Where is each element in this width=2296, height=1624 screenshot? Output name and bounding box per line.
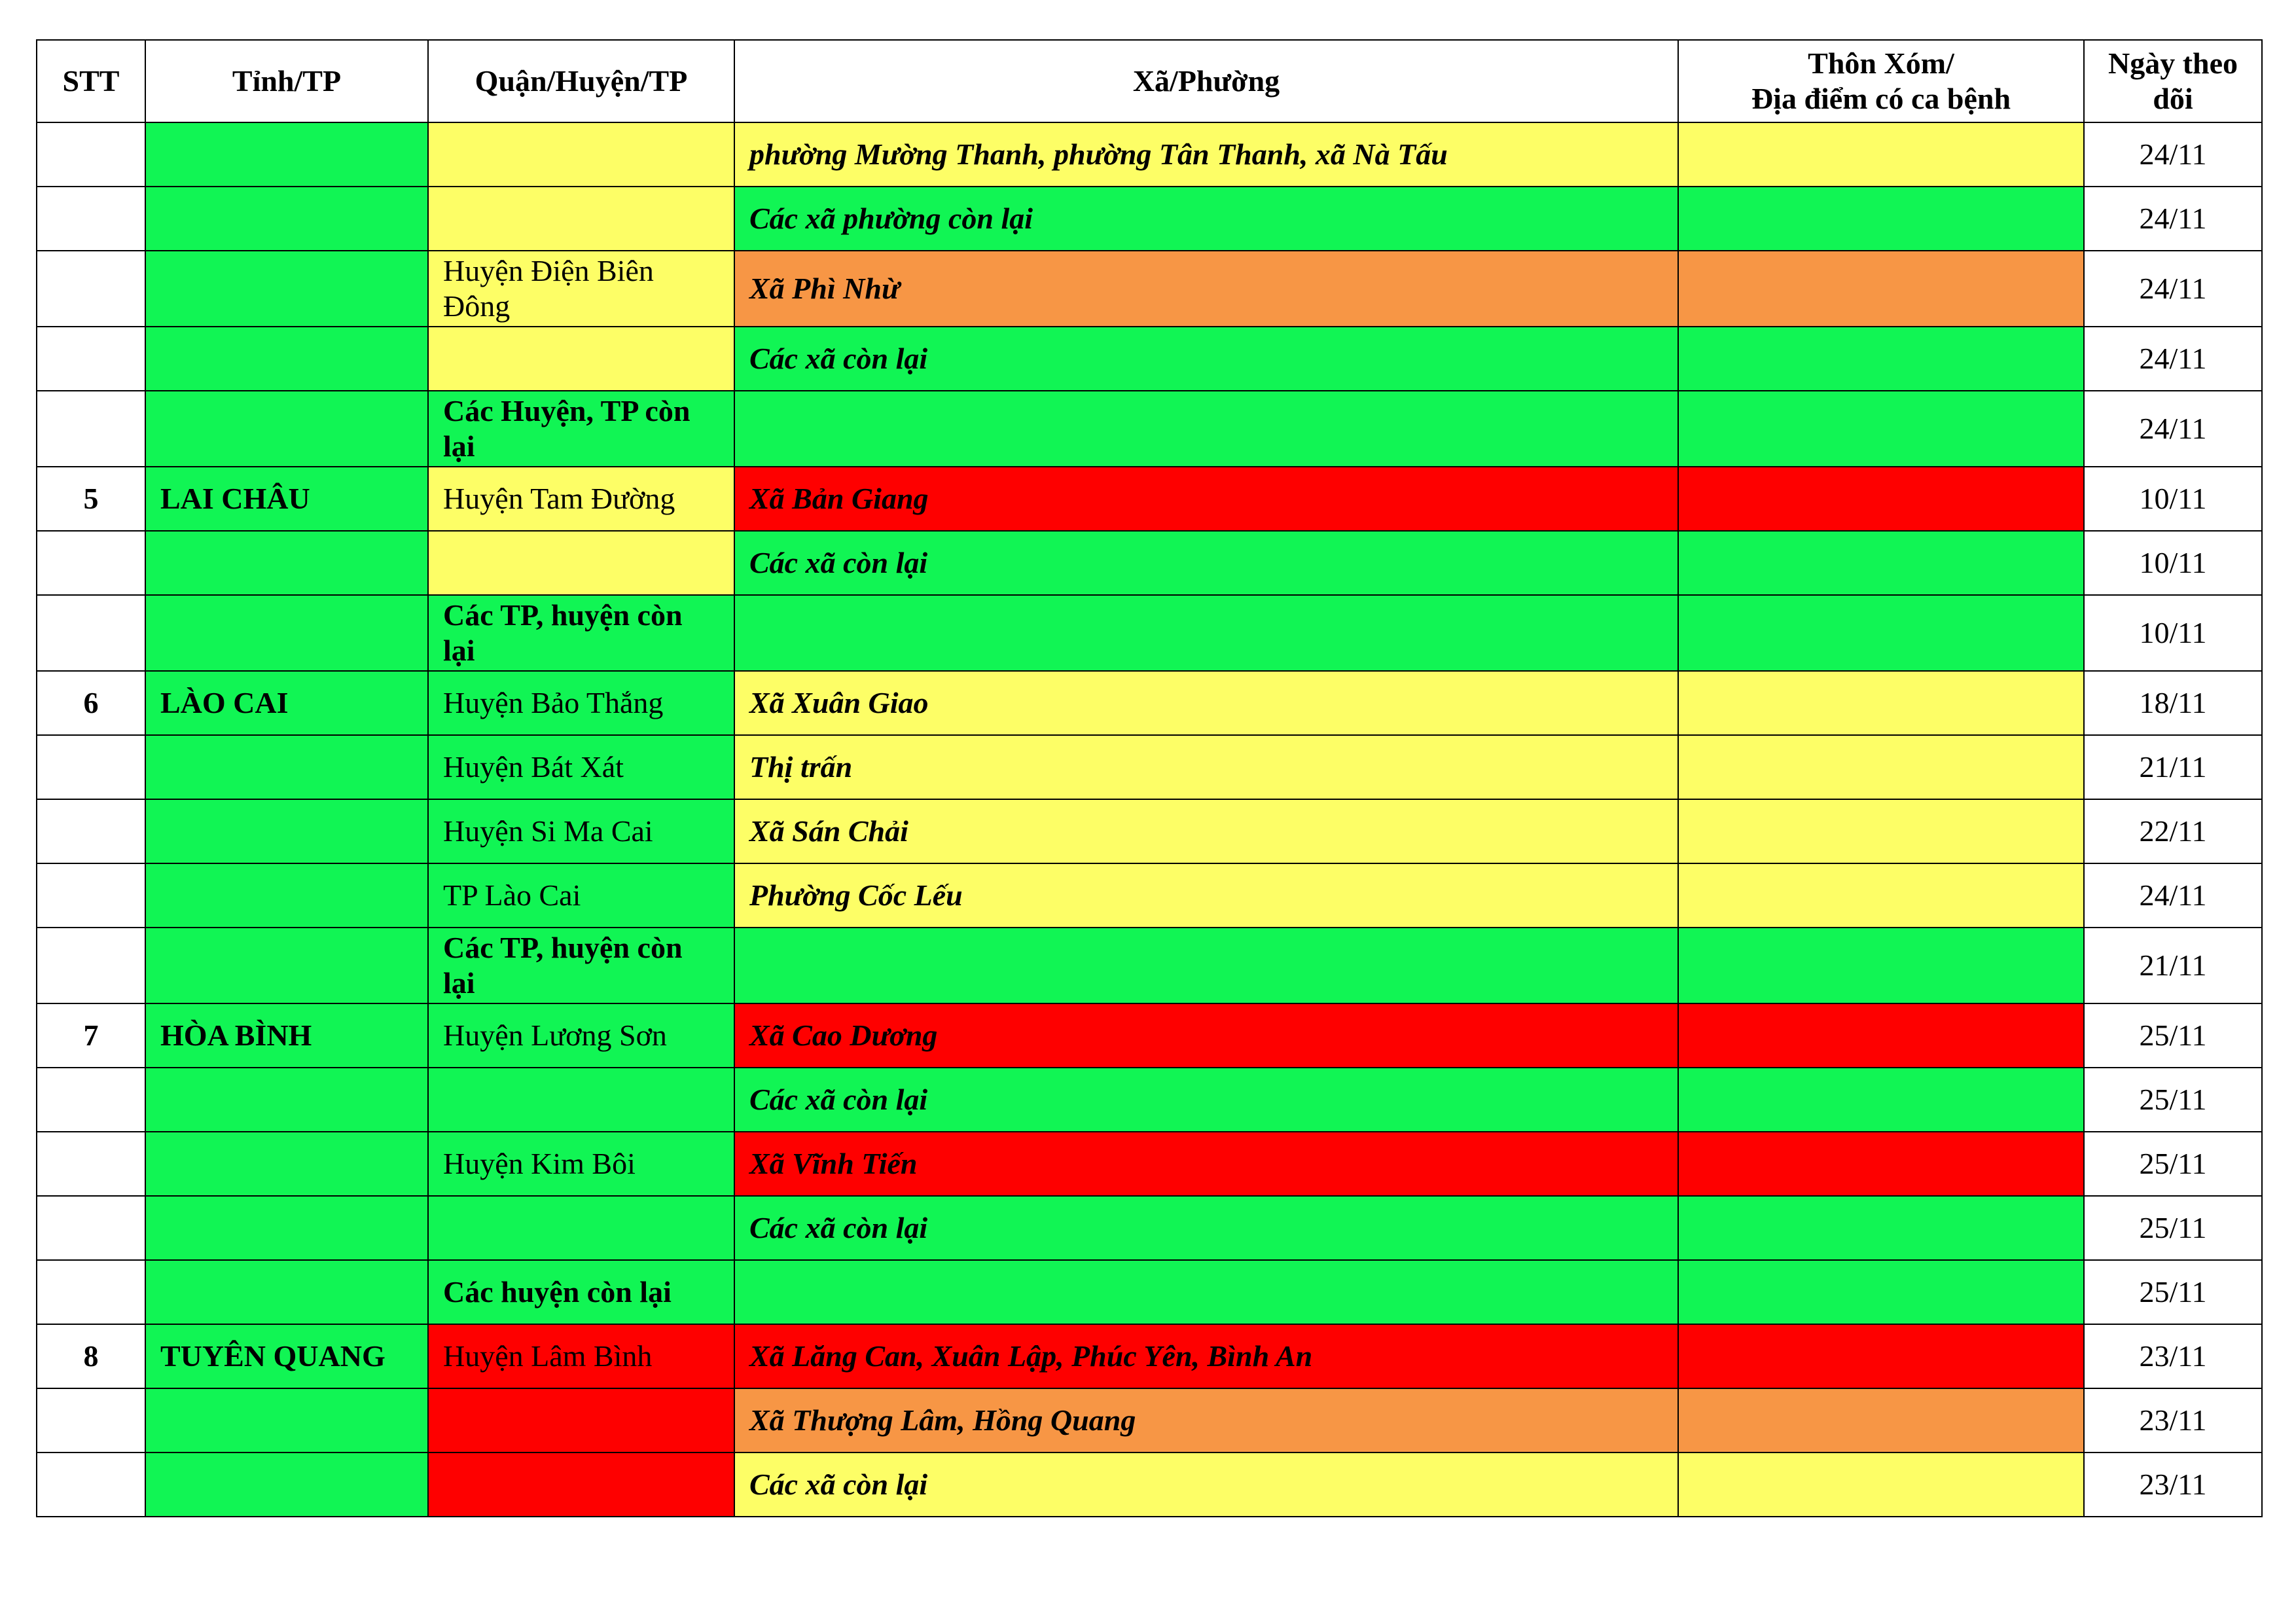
risk-level-table-page: [36, 39, 2261, 1517]
cell-ward: Xã Bản Giang: [734, 467, 1678, 531]
table-row: [37, 735, 2262, 799]
cell-province: [145, 391, 428, 467]
cell-district: [428, 1388, 734, 1453]
cell-province: [145, 928, 428, 1003]
cell-ward: Xã Vĩnh Tiến: [734, 1132, 1678, 1196]
cell-province: [145, 251, 428, 327]
cell-ward: Các xã còn lại: [734, 531, 1678, 595]
cell-stt: [37, 595, 145, 671]
cell-date: 24/11: [2084, 187, 2262, 251]
cell-district: Huyện Điện Biên Đông: [428, 251, 734, 327]
table-row: [37, 327, 2262, 391]
cell-district: [428, 187, 734, 251]
cell-district: Huyện Tam Đường: [428, 467, 734, 531]
cell-ward: phường Mường Thanh, phường Tân Thanh, xã Nà Tấu: [734, 122, 1678, 187]
cell-ward: Xã Phì Nhừ: [734, 251, 1678, 327]
cell-stt: [37, 391, 145, 467]
cell-stt: [37, 735, 145, 799]
cell-district: [428, 327, 734, 391]
cell-district: [428, 122, 734, 187]
table-row: [37, 531, 2262, 595]
cell-date: 21/11: [2084, 735, 2262, 799]
cell-date: 18/11: [2084, 671, 2262, 735]
cell-date: 22/11: [2084, 799, 2262, 863]
cell-district: Huyện Kim Bôi: [428, 1132, 734, 1196]
cell-district: Các TP, huyện còn lại: [428, 595, 734, 671]
table-row: [37, 799, 2262, 863]
header-ward: Xã/Phường: [734, 40, 1678, 122]
table-row: [37, 1132, 2262, 1196]
cell-province: [145, 1260, 428, 1324]
table-header-row: [37, 40, 2262, 122]
cell-ward: Xã Sán Chải: [734, 799, 1678, 863]
cell-ward: Xã Cao Dương: [734, 1003, 1678, 1068]
header-village-line2: Địa điểm có ca bệnh: [1751, 82, 2011, 115]
cell-stt: [37, 531, 145, 595]
header-date-line2: dõi: [2153, 82, 2193, 115]
table-row: [37, 122, 2262, 187]
cell-village: [1678, 122, 2084, 187]
cell-province: [145, 1132, 428, 1196]
cell-village: [1678, 928, 2084, 1003]
table-row: [37, 671, 2262, 735]
table-row: [37, 251, 2262, 327]
table-row: [37, 1196, 2262, 1260]
table-row: [37, 467, 2262, 531]
cell-date: 23/11: [2084, 1453, 2262, 1517]
cell-date: 24/11: [2084, 327, 2262, 391]
cell-village: [1678, 1196, 2084, 1260]
cell-stt: [37, 187, 145, 251]
cell-district: [428, 1068, 734, 1132]
cell-ward: [734, 928, 1678, 1003]
cell-date: 24/11: [2084, 391, 2262, 467]
cell-date: 25/11: [2084, 1003, 2262, 1068]
cell-stt: [37, 1388, 145, 1453]
cell-date: 24/11: [2084, 863, 2262, 928]
cell-stt: 6: [37, 671, 145, 735]
cell-village: [1678, 251, 2084, 327]
cell-date: 10/11: [2084, 531, 2262, 595]
cell-village: [1678, 735, 2084, 799]
cell-ward: [734, 391, 1678, 467]
cell-province: HÒA BÌNH: [145, 1003, 428, 1068]
table-row: [37, 391, 2262, 467]
cell-stt: [37, 799, 145, 863]
cell-district: [428, 531, 734, 595]
cell-village: [1678, 863, 2084, 928]
cell-date: 10/11: [2084, 595, 2262, 671]
table-row: [37, 1260, 2262, 1324]
cell-province: [145, 187, 428, 251]
cell-province: LAI CHÂU: [145, 467, 428, 531]
cell-date: 23/11: [2084, 1388, 2262, 1453]
table-body: [37, 122, 2262, 1517]
cell-province: [145, 1196, 428, 1260]
cell-ward: Các xã còn lại: [734, 327, 1678, 391]
cell-district: Huyện Lâm Bình: [428, 1324, 734, 1388]
cell-stt: [37, 928, 145, 1003]
cell-ward: Các xã phường còn lại: [734, 187, 1678, 251]
cell-ward: Xã Lăng Can, Xuân Lập, Phúc Yên, Bình An: [734, 1324, 1678, 1388]
cell-district: TP Lào Cai: [428, 863, 734, 928]
cell-province: [145, 531, 428, 595]
cell-date: 23/11: [2084, 1324, 2262, 1388]
cell-village: [1678, 391, 2084, 467]
cell-stt: [37, 1196, 145, 1260]
cell-province: [145, 1068, 428, 1132]
cell-date: 21/11: [2084, 928, 2262, 1003]
cell-village: [1678, 467, 2084, 531]
cell-province: [145, 735, 428, 799]
table-row: [37, 1068, 2262, 1132]
table-row: [37, 1453, 2262, 1517]
cell-stt: [37, 327, 145, 391]
table-row: [37, 187, 2262, 251]
cell-district: [428, 1196, 734, 1260]
cell-village: [1678, 1453, 2084, 1517]
cell-stt: [37, 122, 145, 187]
cell-village: [1678, 1388, 2084, 1453]
cell-village: [1678, 187, 2084, 251]
cell-stt: [37, 1260, 145, 1324]
cell-stt: [37, 251, 145, 327]
header-date: [2084, 40, 2262, 122]
header-date-line1: Ngày theo: [2108, 46, 2238, 80]
cell-ward: [734, 595, 1678, 671]
cell-ward: Các xã còn lại: [734, 1068, 1678, 1132]
cell-date: 24/11: [2084, 251, 2262, 327]
cell-ward: Thị trấn: [734, 735, 1678, 799]
cell-village: [1678, 1260, 2084, 1324]
cell-stt: [37, 863, 145, 928]
cell-province: [145, 1453, 428, 1517]
cell-date: 25/11: [2084, 1196, 2262, 1260]
cell-district: [428, 1453, 734, 1517]
cell-district: Huyện Bảo Thắng: [428, 671, 734, 735]
cell-date: 10/11: [2084, 467, 2262, 531]
table-row: [37, 1324, 2262, 1388]
cell-village: [1678, 531, 2084, 595]
cell-ward: Xã Thượng Lâm, Hồng Quang: [734, 1388, 1678, 1453]
cell-province: [145, 799, 428, 863]
cell-stt: [37, 1453, 145, 1517]
cell-ward: [734, 1260, 1678, 1324]
cell-district: Các huyện còn lại: [428, 1260, 734, 1324]
cell-date: 25/11: [2084, 1132, 2262, 1196]
cell-district: Huyện Lương Sơn: [428, 1003, 734, 1068]
cell-village: [1678, 1324, 2084, 1388]
cell-stt: [37, 1068, 145, 1132]
cell-village: [1678, 799, 2084, 863]
table-row: [37, 928, 2262, 1003]
cell-village: [1678, 327, 2084, 391]
cell-ward: Phường Cốc Lếu: [734, 863, 1678, 928]
header-stt: STT: [37, 40, 145, 122]
cell-ward: Các xã còn lại: [734, 1453, 1678, 1517]
header-province: Tỉnh/TP: [145, 40, 428, 122]
cell-stt: [37, 1132, 145, 1196]
cell-province: LÀO CAI: [145, 671, 428, 735]
cell-district: Huyện Bát Xát: [428, 735, 734, 799]
cell-stt: 5: [37, 467, 145, 531]
cell-village: [1678, 671, 2084, 735]
cell-province: [145, 122, 428, 187]
header-district: Quận/Huyện/TP: [428, 40, 734, 122]
cell-village: [1678, 1003, 2084, 1068]
table-row: [37, 595, 2262, 671]
cell-province: [145, 1388, 428, 1453]
cell-ward: Các xã còn lại: [734, 1196, 1678, 1260]
cell-district: Các Huyện, TP còn lại: [428, 391, 734, 467]
cell-district: Huyện Si Ma Cai: [428, 799, 734, 863]
cell-ward: Xã Xuân Giao: [734, 671, 1678, 735]
risk-level-table: [36, 39, 2263, 1517]
cell-village: [1678, 595, 2084, 671]
cell-province: [145, 327, 428, 391]
table-row: [37, 1388, 2262, 1453]
cell-stt: 8: [37, 1324, 145, 1388]
table-row: [37, 863, 2262, 928]
header-village: [1678, 40, 2084, 122]
table-row: [37, 1003, 2262, 1068]
cell-stt: 7: [37, 1003, 145, 1068]
cell-date: 25/11: [2084, 1260, 2262, 1324]
cell-village: [1678, 1132, 2084, 1196]
header-village-line1: Thôn Xóm/: [1808, 46, 1954, 80]
cell-province: [145, 595, 428, 671]
cell-province: TUYÊN QUANG: [145, 1324, 428, 1388]
cell-province: [145, 863, 428, 928]
cell-district: Các TP, huyện còn lại: [428, 928, 734, 1003]
cell-village: [1678, 1068, 2084, 1132]
cell-date: 24/11: [2084, 122, 2262, 187]
cell-date: 25/11: [2084, 1068, 2262, 1132]
